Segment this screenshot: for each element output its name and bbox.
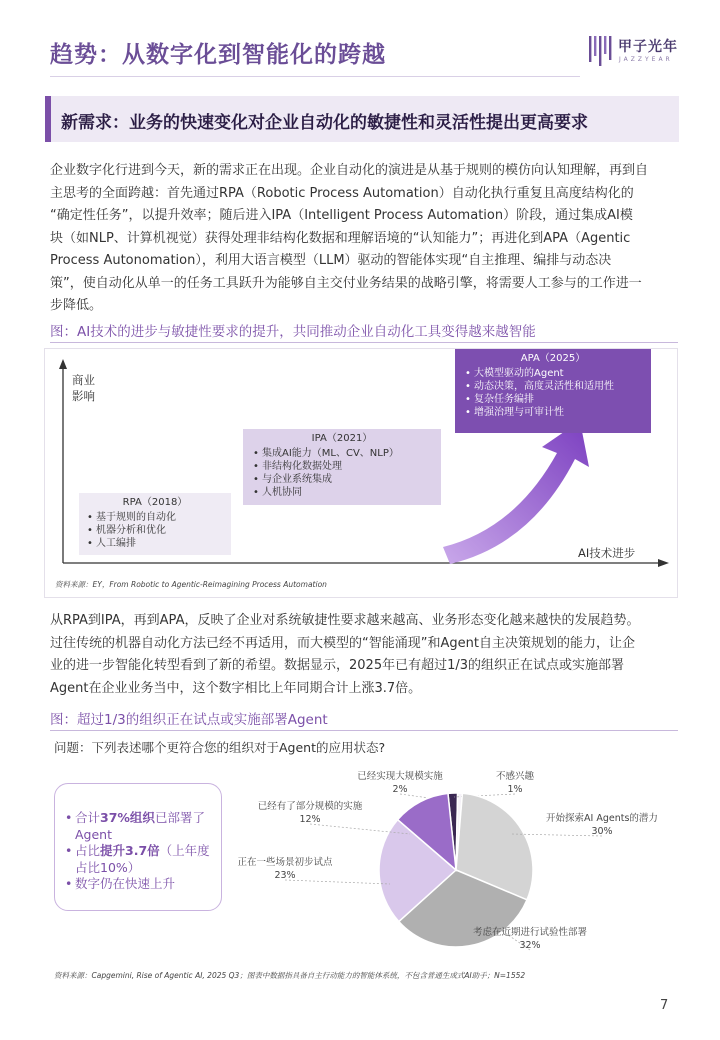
pie-label (225, 856, 345, 882)
section-heading (51, 96, 679, 142)
pie-label-value: 2% (392, 784, 408, 795)
trend-paragraph (50, 610, 678, 700)
survey-question: 问题：下列表述哪个更符合您的组织对于Agent的应用状态? (54, 740, 386, 755)
figure2-rule (50, 730, 678, 731)
stage-box-apa (455, 349, 651, 433)
x-axis-label: AI技术进步 (578, 546, 636, 560)
stage-box-rpa (79, 493, 231, 555)
stage-item: • 集成AI能力（ML、CV、NLP） (251, 447, 433, 460)
stage-box-ipa (243, 429, 441, 505)
y-axis-label: 商业 影响 (72, 373, 95, 403)
stage-item: • 增强治理与可审计性 (463, 406, 643, 419)
figure1-title: 图：AI技术的进步与敏捷性要求的提升，共同推动企业自动化工具变得越来越智能 (50, 324, 536, 340)
stage-item: • 基于规则的自动化 (85, 511, 225, 524)
text-line: 步降低。 (50, 298, 103, 313)
figure1-rule (50, 342, 678, 343)
finding-item: • 数字仍在快速上升 (65, 876, 217, 893)
pie-label-value: 23% (274, 870, 296, 881)
stage-item: • 机器分析和优化 (85, 524, 225, 537)
stage-item: • 与企业系统集成 (251, 473, 433, 486)
pie-label (455, 770, 575, 796)
text-line: 主思考的全面跨越：首先通过RPA（Robotic Process Automation）自动化执行重复且高度结构化的 (50, 185, 634, 201)
text-line: 企业数字化行进到今天，新的需求正在出现。企业自动化的演进是从基于规则的模仿向认知理解，再到自 (50, 163, 649, 178)
figure2-title: 图：超过1/3的组织正在试点或实施部署Agent (50, 712, 328, 728)
pie-label (340, 770, 460, 796)
text-line: 策”，使自动化从单一的任务工具跃升为能够自主交付业务结果的战略引擎，将需要人工参与的工作进一 (50, 275, 642, 291)
stage-title: APA（2025） (520, 353, 586, 364)
page-number: 7 (660, 998, 669, 1013)
pie-label-text: 正在一些场景初步试点 (237, 857, 333, 868)
logo-mark-icon (588, 34, 614, 66)
figure2-source: 资料来源：Capgemini, Rise of Agentic AI, 2025 Q3；图表中数据指具备自主行动能力的智能体系统，不包含普通生成式AI助手；N=1552 (54, 971, 526, 980)
pie-label (470, 926, 590, 952)
pie-label-text: 已经实现大规模实施 (357, 771, 443, 782)
pie-label-value: 12% (299, 814, 321, 825)
pie-label-value: 32% (519, 940, 541, 951)
pie-label-text: 已经有了部分规模的实施 (257, 801, 363, 812)
finding-item: • 合计37%组织已部署了Agent (65, 810, 217, 843)
text-line: 业的进一步智能化转型看到了新的希望。数据显示，2025年已有超过1/3的组织正在试点或实施部署 (50, 658, 625, 673)
stage-item: • 非结构化数据处理 (251, 460, 433, 473)
stage-item: • 人机协同 (251, 486, 433, 499)
text-line: Agent在企业业务当中，这个数字相比上年同期合计上涨3.7倍。 (50, 680, 422, 696)
figure1-source: 资料来源：EY，From Robotic to Agentic-Reimagining Process Automation (55, 580, 327, 589)
key-findings-callout (54, 783, 222, 911)
page-title: 趋势：从数字化到智能化的跨越 (50, 42, 386, 68)
pie-label-value: 1% (507, 784, 523, 795)
text-line: “确定性任务”，以提升效率；随后进入IPA（Intelligent Process Automation）阶段，通过集成AI模 (50, 208, 633, 223)
header-divider (50, 76, 580, 77)
x-axis-arrow-icon (658, 559, 669, 567)
brand-logo (588, 30, 698, 70)
pie-label-text: 不感兴趣 (495, 771, 534, 782)
adoption-pie-chart (230, 752, 680, 962)
intro-paragraph (50, 160, 678, 318)
stage-title: IPA（2021） (311, 433, 373, 444)
text-line: 块（如NLP、计算机视觉）获得处理非结构化数据和理解语境的“认知能力”；再进化到APA（Agentic (50, 230, 631, 246)
stage-item: • 人工编排 (85, 537, 225, 550)
stage-title: RPA（2018） (122, 497, 188, 508)
stage-item: • 大模型驱动的Agent (463, 367, 643, 380)
text-line: 从RPA到IPA，再到APA，反映了企业对系统敏捷性要求越来越高、业务形态变化越来越快的发展趋势。 (50, 613, 640, 628)
automation-evolution-chart (44, 348, 678, 598)
text-line: Process Autonomation），利用大语言模型（LLM）驱动的智能体实现“自主推理、编排与动态决 (50, 253, 612, 268)
pie-label-value: 30% (591, 826, 613, 837)
text-line: 过往传统的机器自动化方法已经不再适用，而大模型的“智能涌现”和Agent自主决策规划的能力，让企 (50, 635, 635, 651)
logo-name-en: JAZZYEAR (619, 56, 673, 63)
logo-name-cn: 甲子光年 (618, 39, 678, 55)
section-heading-text: 新需求：业务的快速变化对企业自动化的敏捷性和灵活性提出更高要求 (61, 113, 588, 133)
stage-item: • 复杂任务编排 (463, 393, 643, 406)
pie-label-text: 考虑在近期进行试验性部署 (472, 927, 587, 938)
stage-item: • 动态决策，高度灵活性和适用性 (463, 380, 643, 393)
pie-label-text: 开始探索AI Agents的潜力 (546, 813, 658, 824)
pie-label (250, 800, 370, 826)
finding-item: • 占比提升3.7倍（上年度占比10%） (65, 843, 217, 876)
growth-arrow-icon (443, 421, 589, 564)
pie-label (542, 812, 662, 838)
y-axis-arrow-icon (59, 359, 67, 369)
